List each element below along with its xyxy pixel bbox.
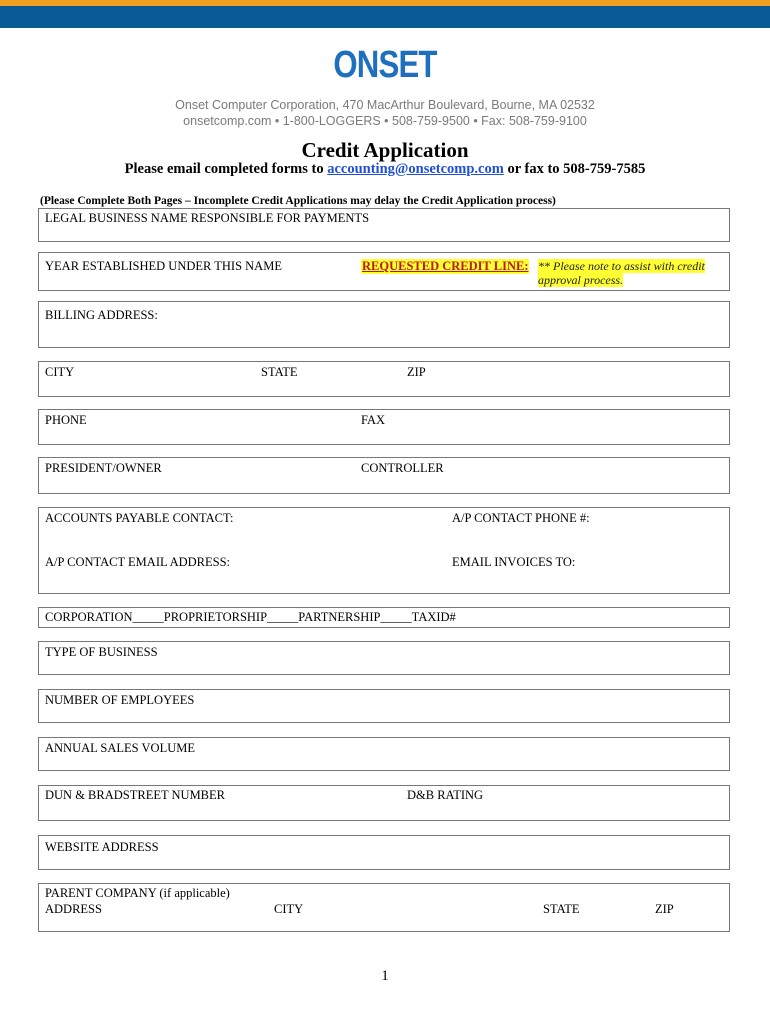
credit-line-note bbox=[538, 259, 721, 287]
website-address-field[interactable] bbox=[38, 835, 730, 870]
onset-logo: ONSET bbox=[333, 44, 437, 86]
parent-zip-label: ZIP bbox=[655, 902, 674, 916]
fax-label: FAX bbox=[361, 413, 386, 427]
instructions-prefix: Please email completed forms to bbox=[124, 161, 328, 177]
number-of-employees-label: NUMBER OF EMPLOYEES bbox=[45, 693, 195, 707]
year-established-label: YEAR ESTABLISHED UNDER THIS NAME bbox=[45, 259, 282, 273]
entity-type-field[interactable] bbox=[38, 607, 730, 628]
requested-credit-line-label: REQUESTED CREDIT LINE: bbox=[362, 259, 529, 273]
dun-bradstreet-field[interactable] bbox=[38, 785, 730, 821]
city-state-zip-field[interactable] bbox=[38, 361, 730, 397]
page-number: 1 bbox=[381, 968, 389, 984]
page-title: Credit Application bbox=[301, 138, 469, 162]
db-rating-label: D&B RATING bbox=[407, 788, 484, 802]
instructions-suffix: or fax to 508-759-7585 bbox=[503, 161, 646, 177]
completion-notice: (Please Complete Both Pages – Incomplete Credit Applications may delay the Credit Application process) bbox=[40, 195, 556, 207]
state-label: STATE bbox=[261, 365, 298, 379]
top-brand-bar bbox=[0, 6, 770, 28]
dun-bradstreet-number-label: DUN & BRADSTREET NUMBER bbox=[45, 788, 225, 802]
billing-address-label: BILLING ADDRESS: bbox=[45, 308, 158, 322]
president-controller-field[interactable] bbox=[38, 457, 730, 494]
zip-label: ZIP bbox=[407, 365, 426, 379]
submission-instructions bbox=[0, 161, 770, 178]
legal-name-field[interactable] bbox=[38, 208, 730, 242]
type-of-business-label: TYPE OF BUSINESS bbox=[45, 645, 158, 659]
number-of-employees-field[interactable] bbox=[38, 689, 730, 723]
ap-contact-phone-label: A/P CONTACT PHONE #: bbox=[452, 511, 590, 525]
company-contact-line: onsetcomp.com • 1-800-LOGGERS • 508-759-9500 • Fax: 508-759-9100 bbox=[183, 114, 587, 128]
year-credit-field[interactable] bbox=[38, 252, 730, 291]
ap-contact-email-label: A/P CONTACT EMAIL ADDRESS: bbox=[45, 555, 231, 569]
president-owner-label: PRESIDENT/OWNER bbox=[45, 461, 162, 475]
company-address: Onset Computer Corporation, 470 MacArthur Boulevard, Bourne, MA 02532 bbox=[175, 98, 595, 112]
phone-fax-field[interactable] bbox=[38, 409, 730, 445]
legal-name-label: LEGAL BUSINESS NAME RESPONSIBLE FOR PAYMENTS bbox=[45, 211, 370, 225]
accounts-payable-field[interactable] bbox=[38, 507, 730, 594]
entity-type-label: CORPORATION_____PROPRIETORSHIP_____PARTNERSHIP_____TAXID# bbox=[45, 610, 456, 624]
credit-note-line1: ** Please note to assist with credit bbox=[538, 259, 705, 273]
billing-address-field[interactable] bbox=[38, 301, 730, 348]
website-address-label: WEBSITE ADDRESS bbox=[45, 840, 159, 854]
annual-sales-volume-field[interactable] bbox=[38, 737, 730, 771]
ap-contact-label: ACCOUNTS PAYABLE CONTACT: bbox=[45, 511, 234, 525]
credit-note-line2: approval process. bbox=[538, 273, 624, 287]
email-invoices-to-label: EMAIL INVOICES TO: bbox=[452, 555, 576, 569]
type-of-business-field[interactable] bbox=[38, 641, 730, 675]
accounting-email-link[interactable]: accounting@onsetcomp.com bbox=[327, 161, 504, 177]
annual-sales-volume-label: ANNUAL SALES VOLUME bbox=[45, 741, 195, 755]
phone-label: PHONE bbox=[45, 413, 87, 427]
parent-address-label: ADDRESS bbox=[45, 902, 102, 916]
city-label: CITY bbox=[45, 365, 75, 379]
parent-company-field[interactable] bbox=[38, 883, 730, 932]
parent-city-label: CITY bbox=[274, 902, 304, 916]
parent-company-label: PARENT COMPANY (if applicable) bbox=[45, 886, 230, 900]
parent-state-label: STATE bbox=[543, 902, 580, 916]
controller-label: CONTROLLER bbox=[361, 461, 444, 475]
